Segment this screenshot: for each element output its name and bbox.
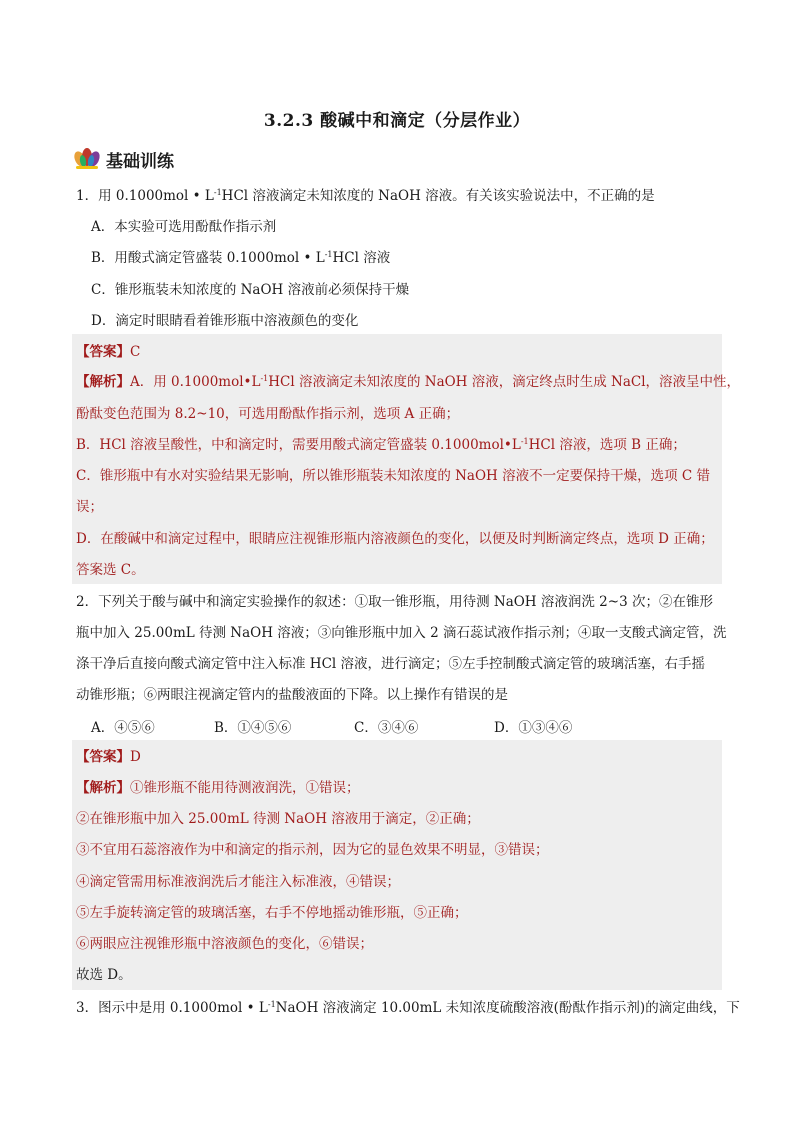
q1-analysis-line-4: C．锥形瓶中有水对实验结果无影响，所以锥形瓶装未知浓度的 NaOH 溶液不一定要保持干燥，选项 C 错 [76,468,711,484]
question-3-stem-line-1: 3．图示中是用 0.1000mol • $L^{-1}NaOH$ 溶液滴定 10.00mL 未知浓度硫酸溶液(酚酞作指示剂)的滴定曲线，下 [76,1000,740,1016]
q1-analysis-line-3: B．HCl 溶液呈酸性，中和滴定时，需要用酸式滴定管盛装 $0.1000mol•L^{-1}HCl$ 溶液，选项 B 正确； [76,437,686,453]
q1-analysis-line-7: 答案选 C。 [76,562,145,578]
page-title: 3.2.3 酸碱中和滴定（分层作业） [263,111,531,131]
question-2-stem-line-3: 涤干净后直接向酸式滴定管中注入标准 HCl 溶液，进行滴定；⑤左手控制酸式滴定管的玻璃活塞，右手摇 [76,656,706,672]
q2-options [91,716,572,736]
q1-analysis-line-6: D．在酸碱中和滴定过程中，眼睛应注视锥形瓶内溶液颜色的变化，以便及时判断滴定终点，选项 D 正确； [76,531,714,547]
q2-analysis-line-5: ⑤左手旋转滴定管的玻璃活塞，右手不停地摇动锥形瓶，⑤正确； [76,905,468,921]
q1-option-d: D．滴定时眼睛看着锥形瓶中溶液颜色的变化 [91,313,359,329]
q1-analysis-line-2: 酚酞变色范围为 8.2~10，可选用酚酞作指示剂，选项 A 正确； [76,406,460,422]
q2-option-b: B．①④⑤⑥ [214,720,292,736]
section-label: 基础训练 [106,151,174,172]
q1-option-b: B．用酸式滴定管盛装 0.1000mol • $L^{-1}HCl$ 溶液 [91,250,391,266]
q2-analysis-line-4: ④滴定管需用标准液润洗后才能注入标准液，④错误； [76,874,400,890]
q2-option-c: C．③④⑥ [354,720,419,736]
question-2-stem-line-4: 动锥形瓶；⑥两眼注视滴定管内的盐酸液面的下降。以上操作有错误的是 [76,687,508,703]
q2-answer-box [72,740,722,990]
q2-analysis-line-6: ⑥两眼应注视锥形瓶中溶液颜色的变化，⑥错误； [76,936,373,952]
question-2-stem-line-2: 瓶中加入 25.00mL 待测 NaOH 溶液；③向锥形瓶中加入 2 滴石蕊试液作指示剂；④取一支酸式滴定管，洗 [76,625,727,641]
q2-analysis-line-1: 【解析】①锥形瓶不能用待测液润洗，①错误； [76,780,360,796]
q1-answer: 【答案】C [76,344,141,360]
q1-analysis-line-5: 误； [76,499,103,515]
lotus-icon [72,147,102,171]
q1-option-c: C．锥形瓶装未知浓度的 NaOH 溶液前必须保持干燥 [91,282,410,298]
q2-option-d: D．①③④⑥ [494,720,573,736]
q2-answer: 【答案】D [76,749,141,765]
question-2-stem-line-1: 2．下列关于酸与碱中和滴定实验操作的叙述：①取一锥形瓶，用待测 NaOH 溶液润洗 2~3 次；②在锥形 [76,594,713,610]
q2-analysis-line-2: ②在锥形瓶中加入 25.00mL 待测 NaOH 溶液用于滴定，②正确； [76,811,480,827]
q2-analysis-line-3: ③不宜用石蕊溶液作为中和滴定的指示剂，因为它的显色效果不明显，③错误； [76,842,549,858]
q1-option-a: A．本实验可选用酚酞作指示剂 [91,219,277,235]
section-header [72,146,174,172]
question-1-stem: 1．用 0.1000mol • $L^{-1}HCl$ 溶液滴定未知浓度的 NaOH 溶液。有关该实验说法中，不正确的是 [76,188,655,204]
q1-answer-box [72,334,741,584]
q2-analysis-line-7: 故选 D。 [76,967,132,983]
q2-option-a: A．④⑤⑥ [91,720,155,736]
q1-analysis-line-1: 【解析】A．用 $0.1000mol•L^{-1}HCl$ 溶液滴定未知浓度的 NaOH 溶液，滴定终点时生成 NaCl，溶液呈中性， [76,374,741,390]
